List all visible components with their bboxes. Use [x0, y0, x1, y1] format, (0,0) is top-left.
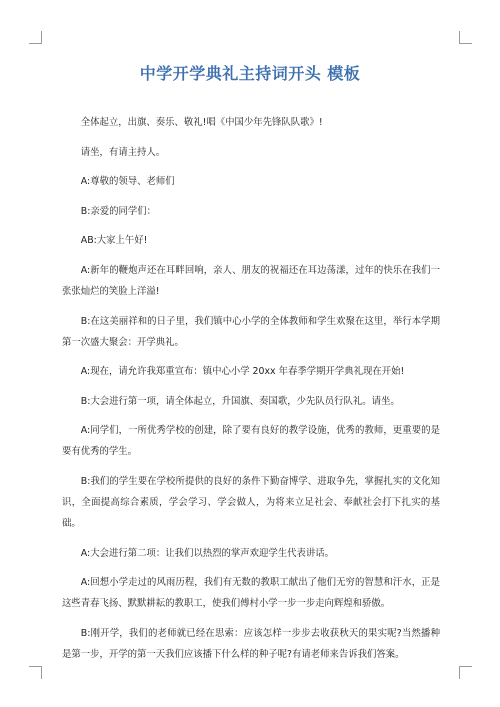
paragraph: A:现在，请允许我郑重宣布：镇中心小学 20xx 年春季学期开学典礼现在开始! — [80, 366, 405, 378]
paragraph: B:刚开学，我们的老师就已经在思索：应该怎样一步步去收获秋天的果实呢?当然播种是第一步，开学的第一天我们应该播下什么样的种子呢?有请老师来告诉我们答案。 — [62, 627, 440, 660]
document-title: 中学开学典礼主持词开头 模板 — [139, 64, 361, 83]
paragraph: A:回想小学走过的风雨历程，我们有无数的教职工献出了他们无穷的智慧和汗水，正是这些青春飞扬、默默耕耘的教职工，使我们傅村小学一步一步走向辉煌和骄傲。 — [62, 577, 440, 610]
paragraph: B:在这美丽祥和的日子里，我们镇中心小学的全体教师和学生欢聚在这里，举行本学期第一次盛大聚会：开学典礼。 — [62, 315, 440, 348]
paragraph: AB:大家上午好! — [80, 235, 148, 247]
paragraph: A:同学们，一所优秀学校的创建，除了要有良好的教学设施，优秀的教师，更重要的是要有优秀的学生。 — [62, 425, 440, 458]
paragraph: 请坐，有请主持人。 — [80, 146, 166, 158]
paragraph: B:亲爱的同学们： — [80, 205, 157, 217]
crop-mark-top-left — [29, 31, 42, 44]
paragraph: A:尊敬的领导、老师们 — [80, 176, 175, 188]
paragraph: A:大会进行第二项：让我们以热烈的掌声欢迎学生代表讲话。 — [80, 547, 334, 559]
paragraph: B:我们的学生要在学校所提供的良好的条件下勤奋博学、进取争先，掌握扎实的文化知识，全面提高综合素质，学会学习、学会做人，为将来立足社会、奉献社会打下扎实的基础。 — [62, 475, 440, 529]
paragraph: B:大会进行第一项，请全体起立，升国旗、奏国歌，少先队员行队礼。请坐。 — [80, 395, 400, 407]
crop-mark-bottom-left — [29, 666, 42, 679]
crop-mark-top-right — [459, 31, 472, 44]
document-body — [62, 112, 440, 673]
paragraph: A:新年的鞭炮声还在耳畔回响，亲人、朋友的祝福还在耳边荡漾，过年的快乐在我们一张张灿烂的笑脸上洋溢! — [62, 264, 440, 297]
paragraph: 全体起立，出旗、奏乐、敬礼!唱《中国少年先锋队队歌》! — [80, 117, 323, 128]
crop-mark-bottom-right — [459, 666, 472, 679]
